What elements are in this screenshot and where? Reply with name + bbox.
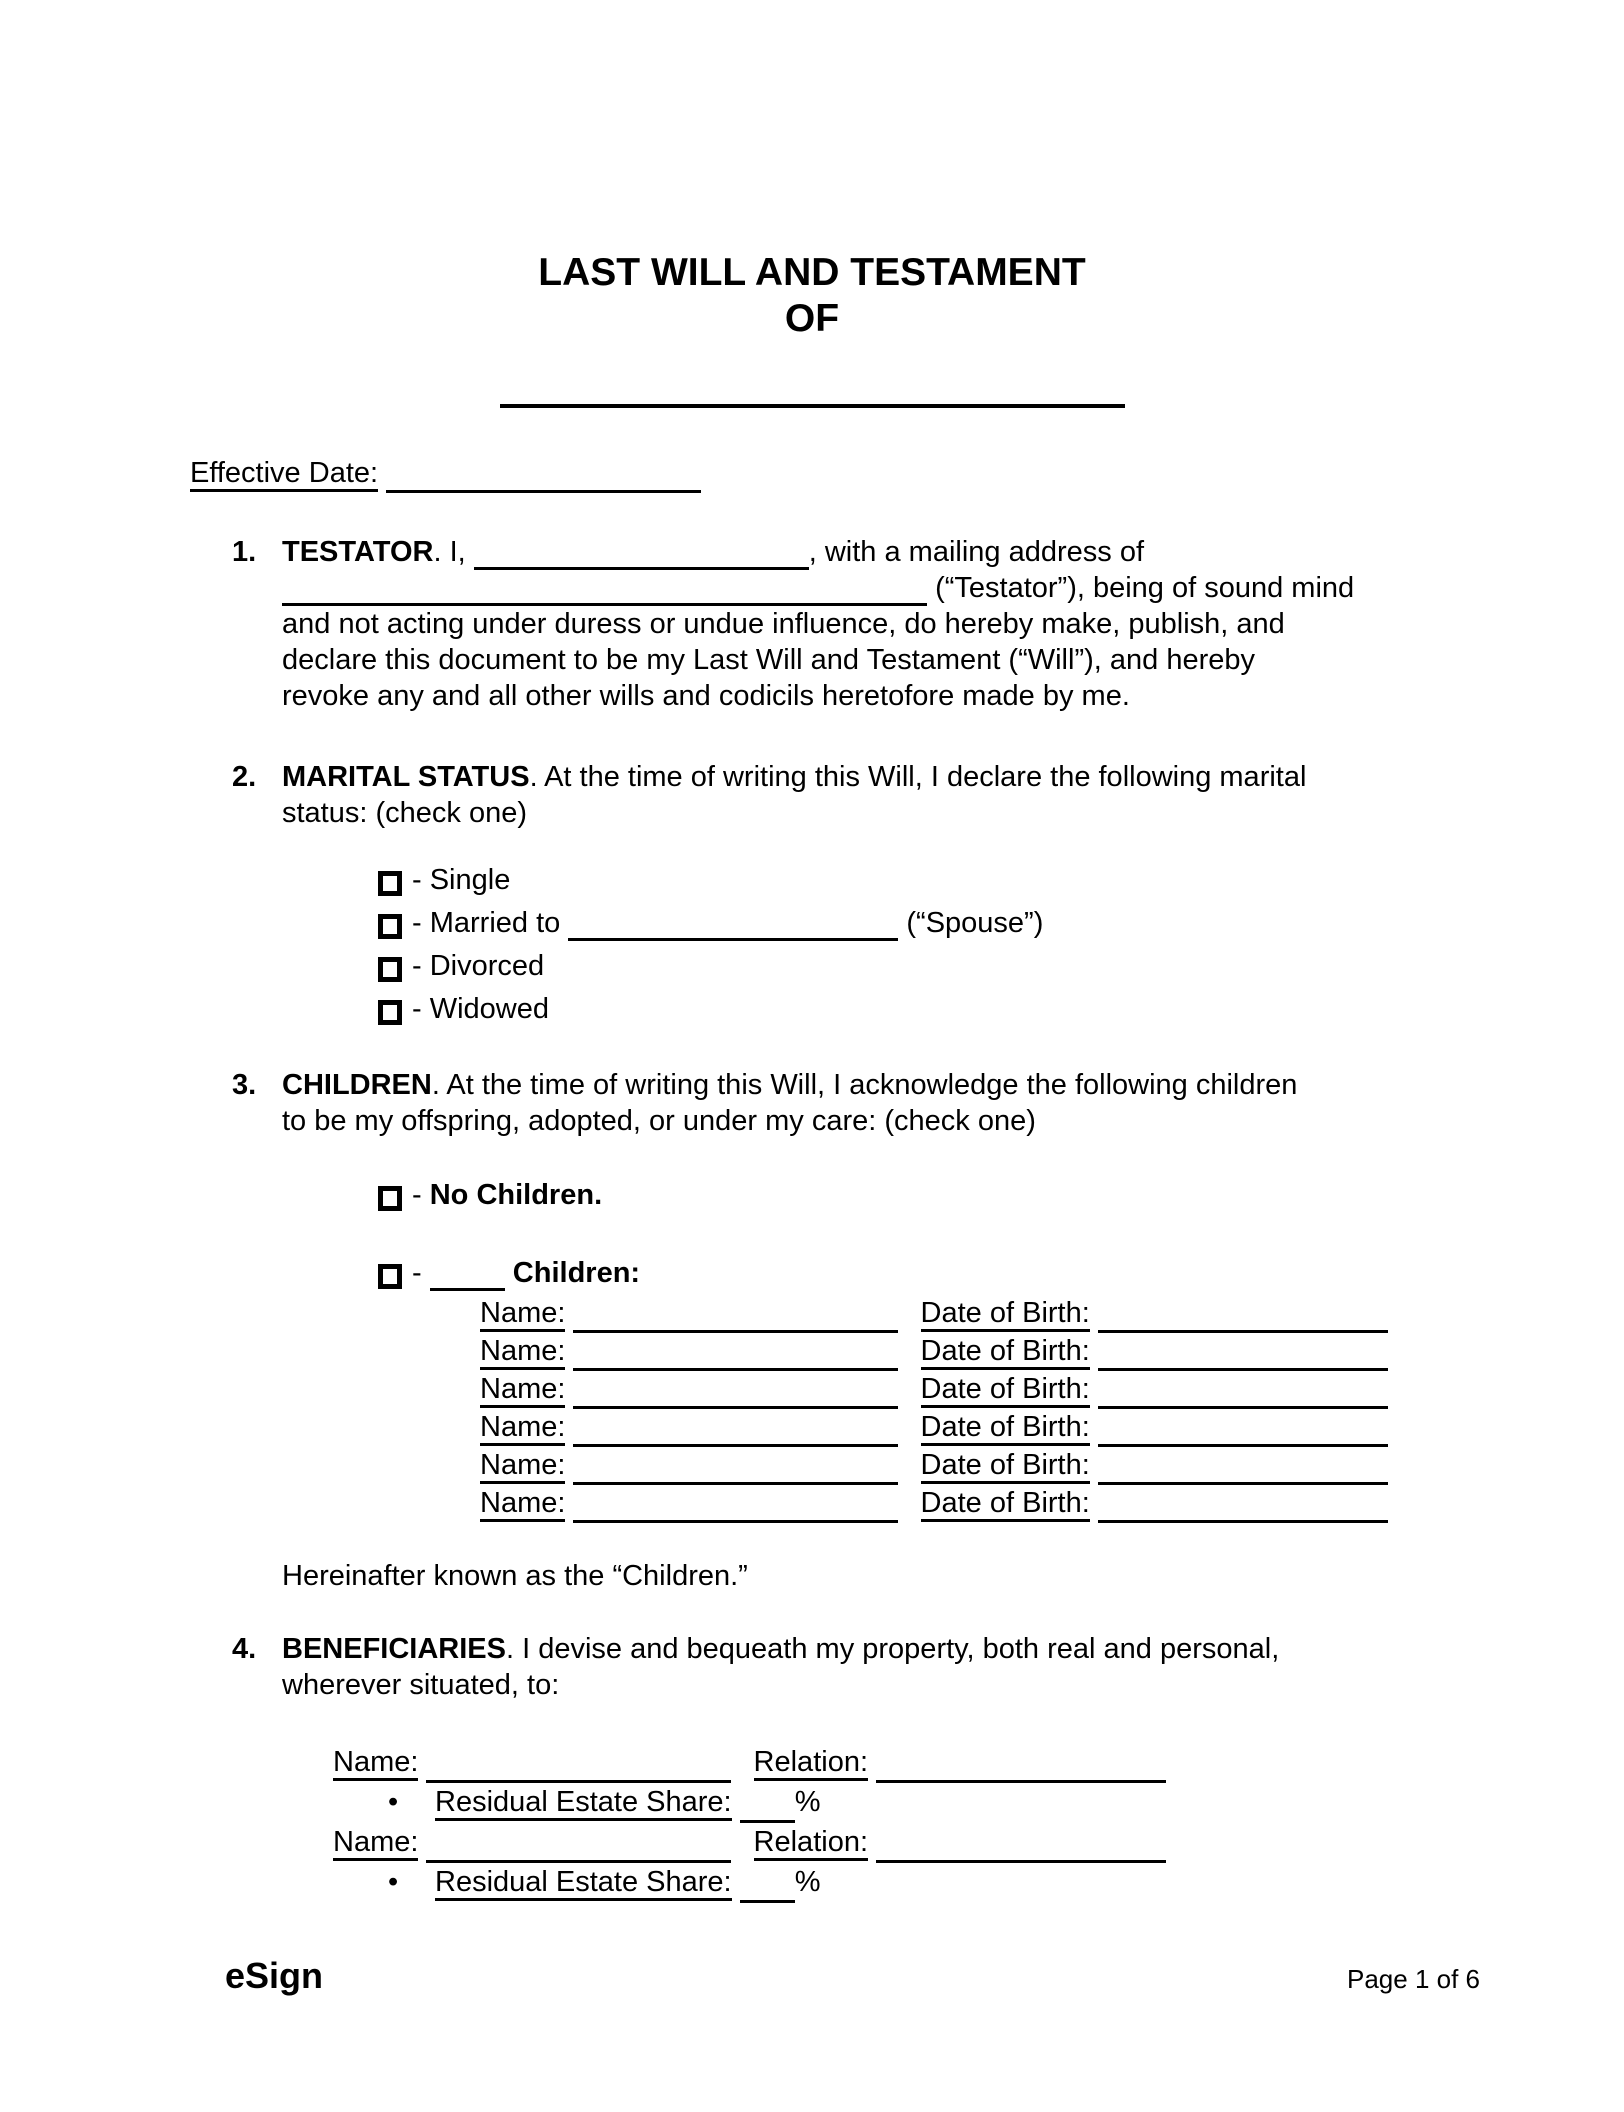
section-testator-line3: and not acting under duress or undue influence, do hereby make, publish, and	[282, 608, 1285, 640]
spouse-name-field[interactable]	[568, 908, 898, 941]
section-marital-status	[232, 759, 1422, 1027]
marital-option-divorced	[378, 948, 1422, 984]
beneficiary-name-field[interactable]	[426, 1830, 731, 1863]
esign-logo: eSign	[225, 1955, 324, 1996]
child-dob-label: Date of Birth:	[921, 1411, 1090, 1446]
title-line1: LAST WILL AND TESTAMENT	[538, 251, 1086, 294]
child-dob-field[interactable]	[1098, 1376, 1388, 1409]
marital-status-options	[378, 862, 1422, 1027]
section-testator	[232, 534, 1422, 714]
child-row	[480, 1485, 1422, 1523]
spouse-suffix-label: (“Spouse”)	[906, 907, 1044, 939]
mailing-address-field[interactable]	[282, 573, 927, 606]
child-dob-field[interactable]	[1098, 1300, 1388, 1333]
child-row	[480, 1371, 1422, 1409]
residual-share-field[interactable]	[740, 1790, 795, 1823]
child-dob-label: Date of Birth:	[921, 1297, 1090, 1332]
section-beneficiaries-body	[282, 1631, 1422, 1903]
hereinafter-note: Hereinafter known as the “Children.”	[282, 1560, 748, 1592]
section-beneficiaries-number: 4.	[232, 1633, 257, 1665]
child-name-label: Name:	[480, 1297, 565, 1332]
child-name-field[interactable]	[573, 1338, 898, 1371]
children-count-option	[378, 1255, 1422, 1291]
child-name-label: Name:	[480, 1487, 565, 1522]
children-list	[480, 1295, 1422, 1523]
section-children	[232, 1067, 1422, 1594]
no-children-option	[378, 1177, 1422, 1213]
child-name-label: Name:	[480, 1373, 565, 1408]
section-testator-heading: TESTATOR	[282, 536, 434, 568]
section-children-body	[282, 1067, 1422, 1594]
testator-name-heading-field[interactable]	[500, 404, 1125, 408]
no-children-dash: -	[412, 1179, 422, 1211]
beneficiary-relation-field[interactable]	[876, 1750, 1166, 1783]
child-row	[480, 1333, 1422, 1371]
child-dob-field[interactable]	[1098, 1452, 1388, 1485]
no-children-label: No Children.	[429, 1179, 603, 1211]
section-testator-number: 1.	[232, 536, 257, 568]
child-name-field[interactable]	[573, 1452, 898, 1485]
section-marital-body	[282, 759, 1422, 1027]
residual-share-field[interactable]	[740, 1870, 795, 1903]
widowed-label: - Widowed	[412, 993, 549, 1025]
no-children-checkbox[interactable]	[378, 1186, 402, 1211]
beneficiary-share-row	[333, 1783, 1422, 1823]
testator-name-field[interactable]	[474, 537, 809, 570]
section-testator-line4: declare this document to be my Last Will and Testament (“Will”), and hereby	[282, 644, 1255, 676]
child-dob-label: Date of Birth:	[921, 1373, 1090, 1408]
divorced-checkbox[interactable]	[378, 957, 402, 982]
section-marital-line1-tail: . At the time of writing this Will, I declare the following marital	[529, 761, 1307, 793]
effective-date-label: Effective Date:	[190, 457, 378, 492]
section-testator-line1-tail: , with a mailing address of	[808, 536, 1145, 568]
page-indicator: Page 1 of 6	[1347, 1964, 1480, 1994]
child-row	[480, 1295, 1422, 1333]
child-name-label: Name:	[480, 1449, 565, 1484]
section-children-heading: CHILDREN	[282, 1069, 432, 1101]
child-dob-field[interactable]	[1098, 1490, 1388, 1523]
beneficiary-name-row	[333, 1743, 1422, 1783]
child-dob-field[interactable]	[1098, 1414, 1388, 1447]
effective-date-row	[190, 455, 1624, 493]
child-name-label: Name:	[480, 1335, 565, 1370]
section-children-line1-tail: . At the time of writing this Will, I acknowledge the following children	[431, 1069, 1298, 1101]
children-count-field[interactable]	[430, 1258, 505, 1291]
child-name-label: Name:	[480, 1411, 565, 1446]
child-row	[480, 1447, 1422, 1485]
single-label: - Single	[412, 864, 511, 896]
beneficiary-name-row	[333, 1823, 1422, 1863]
section-beneficiaries	[232, 1631, 1422, 1903]
child-dob-label: Date of Birth:	[921, 1335, 1090, 1370]
child-dob-field[interactable]	[1098, 1338, 1388, 1371]
title-line2: OF	[784, 297, 840, 340]
beneficiary-relation-label: Relation:	[754, 1746, 868, 1781]
divorced-label: - Divorced	[412, 950, 545, 982]
marital-option-widowed	[378, 991, 1422, 1027]
beneficiary-share-row	[333, 1863, 1422, 1903]
child-name-field[interactable]	[573, 1414, 898, 1447]
bullet-icon: •	[388, 1786, 399, 1818]
section-testator-line2-tail: (“Testator”), being of sound mind	[935, 572, 1355, 604]
section-marital-heading: MARITAL STATUS	[282, 761, 530, 793]
child-name-field[interactable]	[573, 1376, 898, 1409]
section-marital-number: 2.	[232, 761, 257, 793]
percent-sign: %	[794, 1866, 821, 1898]
section-beneficiaries-line1-tail: . I devise and bequeath my property, both real and personal,	[505, 1633, 1280, 1665]
child-dob-label: Date of Birth:	[921, 1487, 1090, 1522]
section-children-line2: to be my offspring, adopted, or under my care: (check one)	[282, 1105, 1036, 1137]
child-dob-label: Date of Birth:	[921, 1449, 1090, 1484]
widowed-checkbox[interactable]	[378, 1000, 402, 1025]
section-children-number: 3.	[232, 1069, 257, 1101]
beneficiary-name-label: Name:	[333, 1746, 418, 1781]
residual-share-label: Residual Estate Share:	[435, 1866, 732, 1901]
bullet-icon: •	[388, 1866, 399, 1898]
effective-date-field[interactable]	[386, 460, 701, 493]
child-name-field[interactable]	[573, 1300, 898, 1333]
document-title	[0, 0, 1624, 342]
single-checkbox[interactable]	[378, 871, 402, 896]
married-label: - Married to	[412, 907, 561, 939]
section-beneficiaries-heading: BENEFICIARIES	[282, 1633, 506, 1665]
section-testator-lead: . I,	[433, 536, 466, 568]
child-name-field[interactable]	[573, 1490, 898, 1523]
section-testator-line5: revoke any and all other wills and codicils heretofore made by me.	[282, 680, 1130, 712]
marital-option-married	[378, 905, 1422, 941]
beneficiary-name-field[interactable]	[426, 1750, 731, 1783]
children-dash: -	[412, 1257, 422, 1289]
child-row	[480, 1409, 1422, 1447]
section-testator-body	[282, 534, 1422, 714]
percent-sign: %	[794, 1786, 821, 1818]
testator-name-heading-row	[0, 399, 1624, 408]
beneficiary-relation-field[interactable]	[876, 1830, 1166, 1863]
children-label: Children:	[512, 1257, 641, 1289]
beneficiary-name-label: Name:	[333, 1826, 418, 1861]
married-checkbox[interactable]	[378, 914, 402, 939]
marital-option-single	[378, 862, 1422, 898]
residual-share-label: Residual Estate Share:	[435, 1786, 732, 1821]
section-marital-line2: status: (check one)	[282, 797, 527, 829]
beneficiaries-list	[333, 1743, 1422, 1903]
page-footer	[225, 1955, 1480, 1997]
children-checkbox[interactable]	[378, 1264, 402, 1289]
beneficiary-relation-label: Relation:	[754, 1826, 868, 1861]
section-beneficiaries-line2: wherever situated, to:	[282, 1669, 560, 1701]
